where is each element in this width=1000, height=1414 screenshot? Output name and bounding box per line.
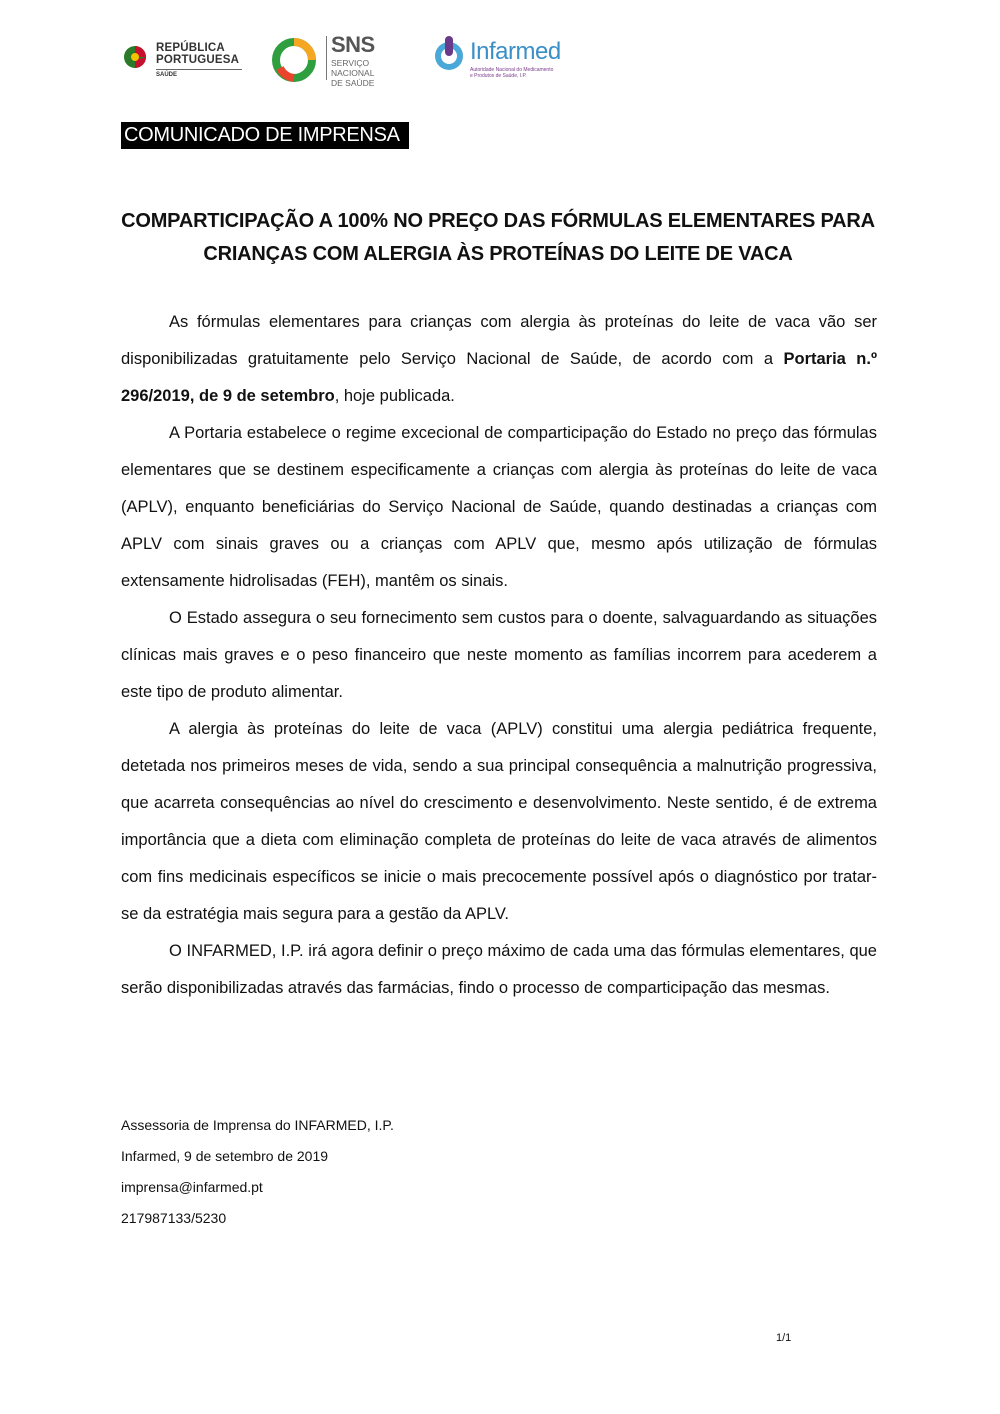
republica-sub: SAÚDE bbox=[156, 72, 178, 78]
contacts-block bbox=[121, 1110, 394, 1234]
paragraph-3: O Estado assegura o seu fornecimento sem custos para o doente, salvaguardando as situações clínicas mais graves e o peso financeiro que neste momento as famílias incorrem para acederem a este tipo de produto alimentar. bbox=[121, 609, 877, 701]
press-office: Assessoria de Imprensa do INFARMED, I.P. bbox=[121, 1117, 394, 1133]
header-logos bbox=[122, 34, 582, 86]
paragraph-2: A Portaria estabelece o regime excecional de comparticipação do Estado no preço das fórmulas elementares que se destinem especificamente a crianças com alergia às proteínas do leite de vaca (APLV), enquanto beneficiárias do Serviço Nacional de Saúde, quando destinadas a crianças com APLV com sinais graves ou a crianças com APLV que, mesmo após utilização de fórmulas extensamente hidrolisadas (FEH), mantêm os sinais. bbox=[121, 424, 877, 590]
infarmed-logo bbox=[432, 34, 582, 84]
press-release-label: COMUNICADO DE IMPRENSA bbox=[121, 122, 409, 149]
headline-line-1: COMPARTICIPAÇÃO A 100% NO PREÇO DAS FÓRMULAS ELEMENTARES PARA bbox=[121, 210, 875, 232]
paragraph-1: As fórmulas elementares para crianças com alergia às proteínas do leite de vaca vão ser disponibilizadas gratuitamente pelo Serviço Nacional de Saúde, de acordo com a Portaria n.º 296/2019, de 9 de setembro, hoje publicada. bbox=[121, 313, 877, 405]
body-text bbox=[121, 304, 877, 1007]
paragraph-5: O INFARMED, I.P. irá agora definir o preço máximo de cada uma das fórmulas elementares, que serão disponibilizadas através das farmácias, findo o processo de comparticipação das mesmas. bbox=[121, 942, 877, 997]
infarmed-symbol-icon bbox=[432, 34, 468, 74]
sns-logo bbox=[272, 32, 402, 88]
phone-number: 217987133/5230 bbox=[121, 1210, 227, 1226]
headline bbox=[100, 205, 896, 271]
headline-line-2: CRIANÇAS COM ALERGIA ÀS PROTEÍNAS DO LEITE DE VACA bbox=[203, 243, 793, 265]
republica-portuguesa-logo bbox=[122, 42, 242, 82]
infarmed-subtitle: Autoridade Nacional do Medicamento e Produtos de Saúde, I.P. bbox=[470, 67, 554, 79]
portugal-emblem-icon bbox=[122, 42, 152, 72]
paragraph-4: A alergia às proteínas do leite de vaca (APLV) constitui uma alergia pediátrica frequente, detetada nos primeiros meses de vida, sendo a sua principal consequência a malnutrição progressiva, que acarreta consequências ao nível do crescimento e desenvolvimento. Neste sentido, é de extrema importância que a dieta com eliminação completa de proteínas do leite de vaca através de alimentos com fins medicinais específicos se inicie o mais precocemente possível após o diagnóstico por tratar-se da estratégia mais segura para a gestão da APLV. bbox=[121, 720, 877, 923]
email-link[interactable]: imprensa@infarmed.pt bbox=[121, 1179, 263, 1195]
page-number: 1/1 bbox=[776, 1332, 792, 1344]
infarmed-title: Infarmed bbox=[470, 38, 561, 65]
sns-subtitle: SERVIÇO NACIONAL DE SAÚDE bbox=[331, 58, 375, 88]
sns-title: SNS bbox=[331, 32, 375, 57]
republica-divider bbox=[156, 69, 242, 70]
portaria-reference: Portaria n.º 296/2019, de 9 de setembro bbox=[121, 350, 877, 405]
sns-divider bbox=[326, 36, 327, 80]
place-date: Infarmed, 9 de setembro de 2019 bbox=[121, 1148, 329, 1164]
sns-ring-icon bbox=[272, 38, 316, 82]
republica-text: REPÚBLICA PORTUGUESA bbox=[156, 42, 240, 66]
